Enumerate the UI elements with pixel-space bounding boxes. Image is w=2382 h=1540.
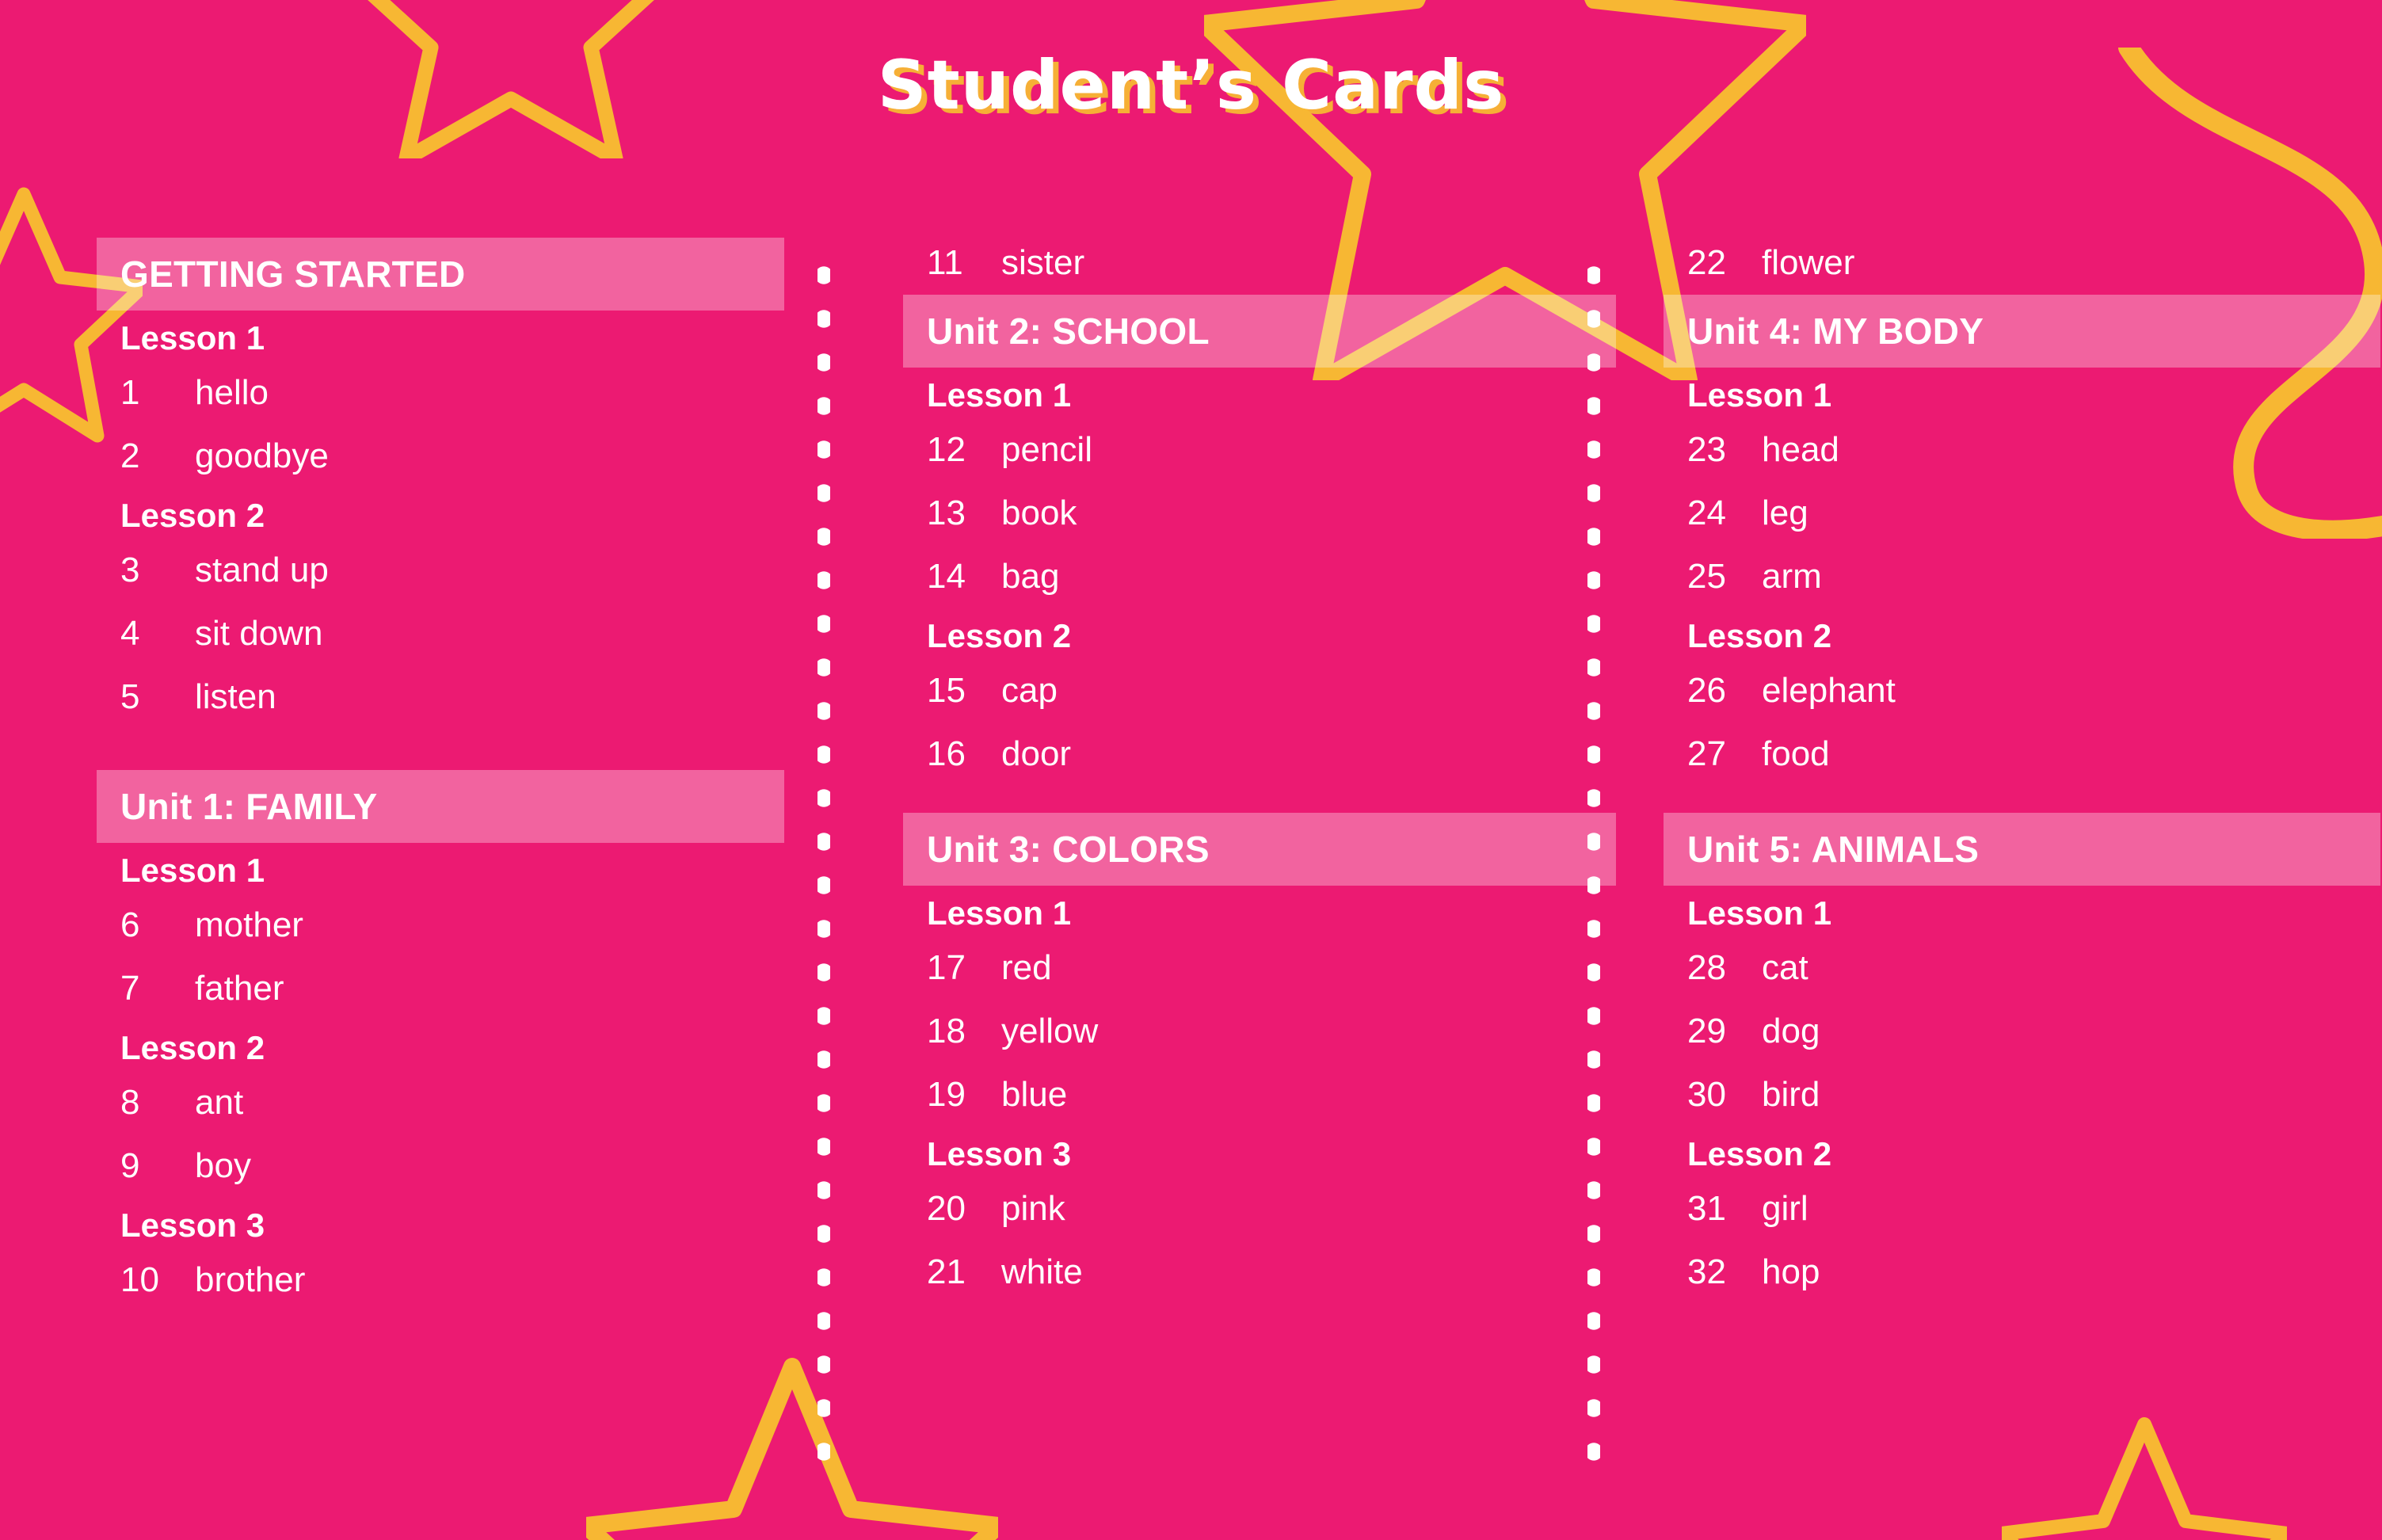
- item-number: 8: [120, 1083, 140, 1122]
- lesson-label: Lesson 2: [120, 1029, 265, 1066]
- list-item: [927, 1241, 1592, 1304]
- item-word: sister: [1001, 243, 1085, 282]
- lesson-label: Lesson 3: [120, 1206, 265, 1244]
- item-word: bird: [1762, 1075, 1820, 1114]
- list-item: [927, 936, 1592, 1000]
- item-number: 7: [120, 969, 140, 1008]
- column-2: [808, 238, 1592, 1473]
- list-item: [927, 231, 1592, 295]
- item-word: blue: [1001, 1075, 1068, 1114]
- list-item: [927, 545, 1592, 608]
- item-number: 6: [120, 905, 140, 944]
- item-number: 25: [1687, 557, 1726, 596]
- list-item: [1687, 936, 2382, 1000]
- item-word: yellow: [1001, 1012, 1099, 1050]
- item-word: elephant: [1762, 671, 1896, 710]
- lesson-label: Lesson 1: [120, 319, 265, 356]
- item-word: dog: [1762, 1012, 1820, 1050]
- item-word: door: [1001, 734, 1072, 773]
- item-word: brother: [195, 1260, 306, 1299]
- item-word: arm: [1762, 557, 1822, 596]
- item-word: pink: [1001, 1189, 1065, 1228]
- item-number: 12: [927, 430, 966, 469]
- list-item: [120, 894, 808, 957]
- column-1: [0, 238, 808, 1473]
- list-item: [1687, 231, 2382, 295]
- section-header-unit-4: Unit 4: MY BODY: [1664, 295, 2380, 368]
- list-item: [120, 1134, 808, 1198]
- item-number: 10: [120, 1260, 159, 1299]
- item-number: 13: [927, 494, 966, 532]
- section-header-unit-1: Unit 1: FAMILY: [97, 770, 784, 843]
- list-item: [927, 1177, 1592, 1241]
- section-header-unit-5: Unit 5: ANIMALS: [1664, 813, 2380, 886]
- lesson-label: Lesson 1: [1687, 376, 1832, 414]
- item-number: 1: [120, 373, 140, 412]
- item-number: 26: [1687, 671, 1726, 710]
- lesson-label: Lesson 1: [927, 376, 1072, 414]
- list-item: [120, 602, 808, 665]
- item-number: 22: [1687, 243, 1726, 282]
- item-number: 24: [1687, 494, 1726, 532]
- item-number: 31: [1687, 1189, 1726, 1228]
- list-item: [120, 361, 808, 425]
- list-item: [927, 482, 1592, 545]
- item-word: flower: [1762, 243, 1855, 282]
- list-item: [1687, 1000, 2382, 1063]
- section-header-getting-started: GETTING STARTED: [97, 238, 784, 311]
- lesson-label: Lesson 1: [927, 894, 1072, 932]
- list-item: [1687, 1241, 2382, 1304]
- list-item: [120, 665, 808, 729]
- item-word: sit down: [195, 614, 323, 653]
- item-number: 27: [1687, 734, 1726, 773]
- item-number: 29: [1687, 1012, 1726, 1050]
- item-number: 17: [927, 948, 966, 987]
- item-word: hello: [195, 373, 269, 412]
- item-number: 20: [927, 1189, 966, 1228]
- item-word: leg: [1762, 494, 1808, 532]
- list-item: [927, 1063, 1592, 1126]
- item-word: food: [1762, 734, 1830, 773]
- item-number: 21: [927, 1252, 966, 1291]
- list-item: [1687, 545, 2382, 608]
- item-number: 15: [927, 671, 966, 710]
- list-item: [927, 1000, 1592, 1063]
- item-number: 14: [927, 557, 966, 596]
- item-number: 30: [1687, 1075, 1726, 1114]
- item-number: 11: [927, 243, 963, 282]
- list-item: [927, 418, 1592, 482]
- lesson-label: Lesson 1: [1687, 894, 1832, 932]
- page-title: Student’s Cards: [877, 46, 1505, 125]
- item-number: 2: [120, 436, 140, 475]
- item-number: 5: [120, 677, 140, 716]
- section-header-unit-2: Unit 2: SCHOOL: [903, 295, 1616, 368]
- item-word: white: [1001, 1252, 1083, 1291]
- item-number: 28: [1687, 948, 1726, 987]
- list-item: [1687, 418, 2382, 482]
- section-header-unit-3: Unit 3: COLORS: [903, 813, 1616, 886]
- item-word: mother: [195, 905, 303, 944]
- item-word: pencil: [1001, 430, 1092, 469]
- list-item: [120, 1071, 808, 1134]
- list-item: [120, 425, 808, 488]
- item-number: 32: [1687, 1252, 1726, 1291]
- lesson-label: Lesson 1: [120, 852, 265, 889]
- item-word: hop: [1762, 1252, 1820, 1291]
- item-word: cap: [1001, 671, 1058, 710]
- lesson-label: Lesson 2: [927, 617, 1072, 654]
- lesson-label: Lesson 3: [927, 1135, 1072, 1172]
- list-item: [1687, 1063, 2382, 1126]
- item-word: stand up: [195, 551, 329, 589]
- list-item: [1687, 659, 2382, 722]
- list-item: [927, 659, 1592, 722]
- item-number: 3: [120, 551, 140, 589]
- item-word: goodbye: [195, 436, 329, 475]
- list-item: [1687, 1177, 2382, 1241]
- column-3: [1592, 238, 2382, 1473]
- item-word: red: [1001, 948, 1052, 987]
- item-word: book: [1001, 494, 1077, 532]
- list-item: [1687, 482, 2382, 545]
- item-word: bag: [1001, 557, 1060, 596]
- lesson-label: Lesson 2: [1687, 1135, 1832, 1172]
- lesson-label: Lesson 2: [1687, 617, 1832, 654]
- item-word: boy: [195, 1146, 251, 1185]
- list-item: [120, 957, 808, 1020]
- list-item: [120, 1248, 808, 1312]
- item-number: 23: [1687, 430, 1726, 469]
- item-number: 16: [927, 734, 966, 773]
- item-word: cat: [1762, 948, 1808, 987]
- item-number: 4: [120, 614, 140, 653]
- cards-index: [0, 238, 2382, 1473]
- item-word: head: [1762, 430, 1839, 469]
- item-word: listen: [195, 677, 276, 716]
- list-item: [927, 722, 1592, 786]
- item-word: girl: [1762, 1189, 1808, 1228]
- list-item: [1687, 722, 2382, 786]
- list-item: [120, 539, 808, 602]
- item-number: 9: [120, 1146, 140, 1185]
- item-word: father: [195, 969, 284, 1008]
- lesson-label: Lesson 2: [120, 497, 265, 534]
- item-number: 19: [927, 1075, 966, 1114]
- item-word: ant: [195, 1083, 244, 1122]
- item-number: 18: [927, 1012, 966, 1050]
